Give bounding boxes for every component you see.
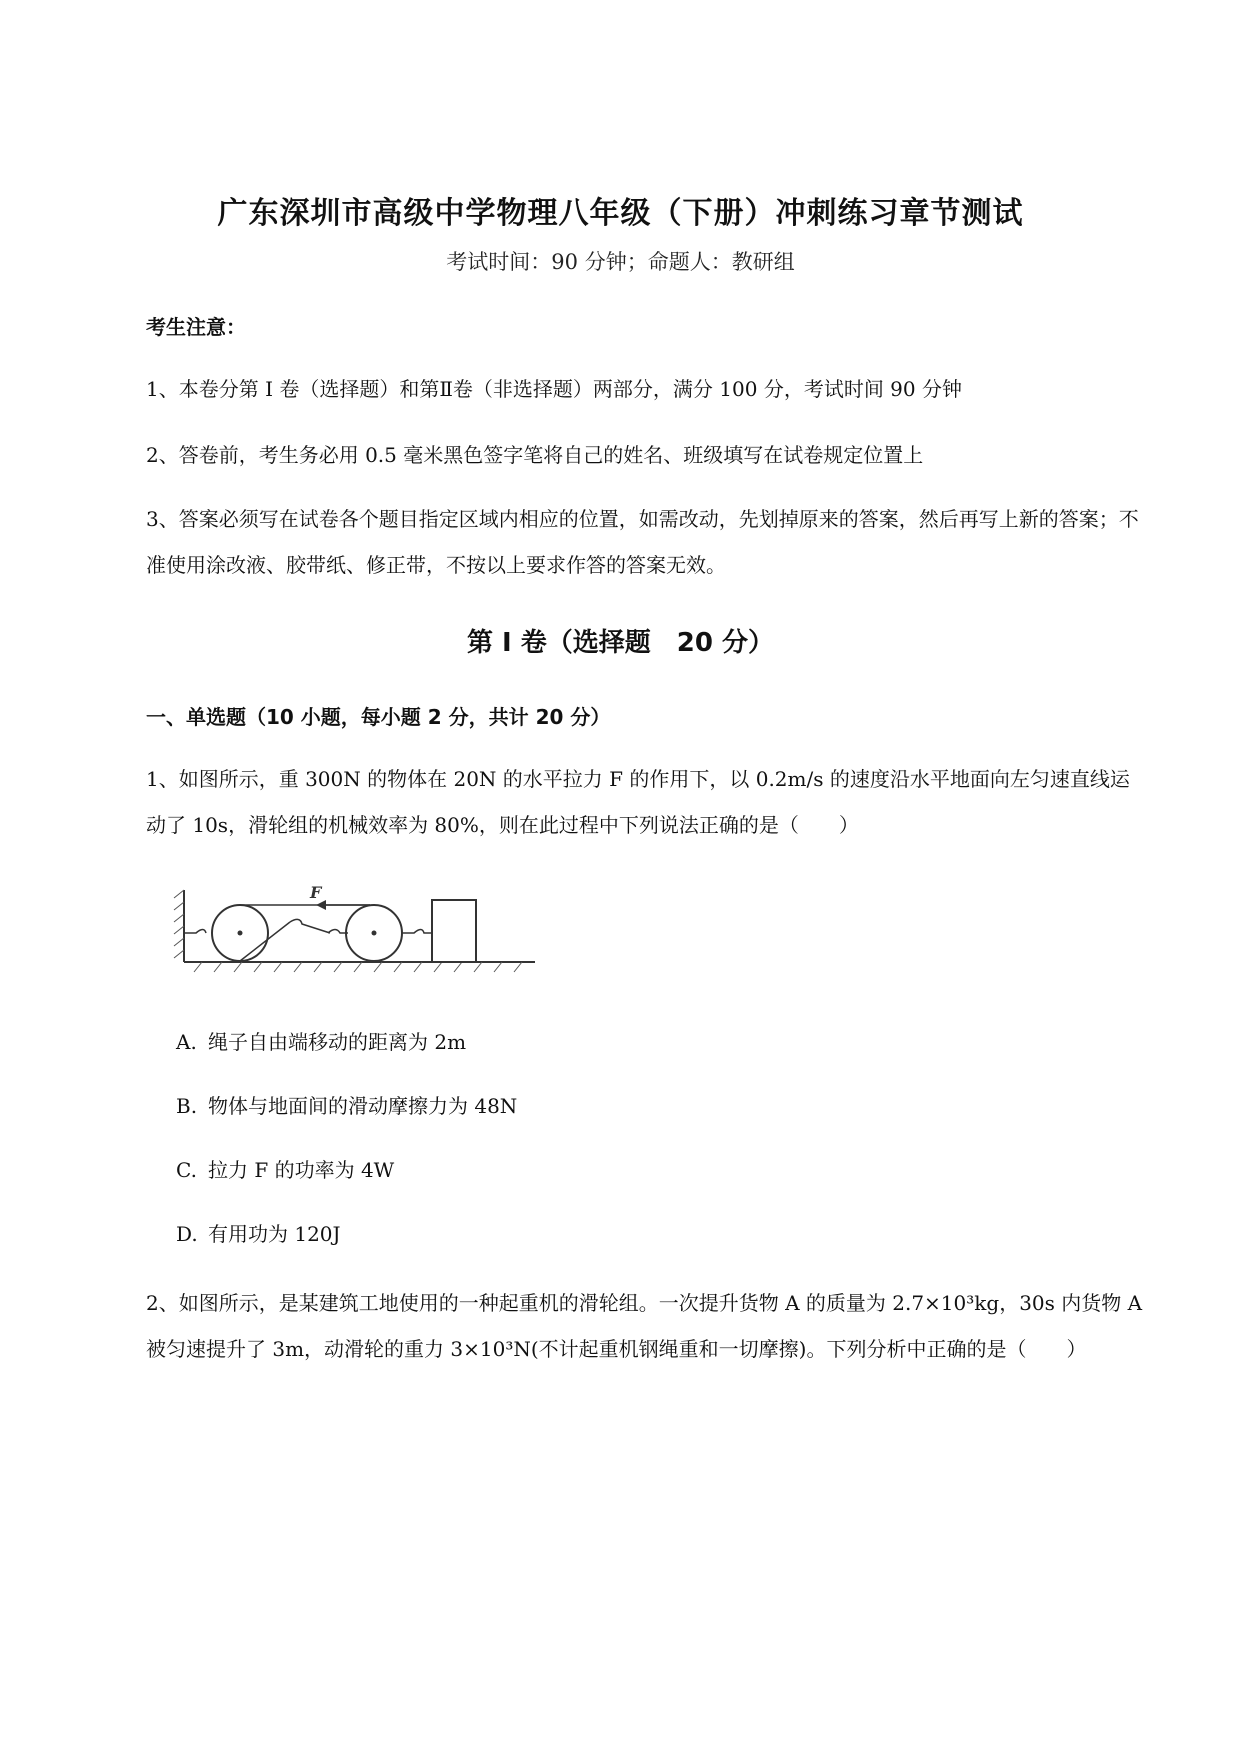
option-a-label: A. [176,1030,197,1054]
option-b [176,1088,517,1124]
notice-heading: 考生注意： [146,315,246,339]
force-label: F [310,883,322,902]
question-1-text: 1、如图所示，重 300N 的物体在 20N 的水平拉力 F 的作用下，以 0.2m/s 的速度沿水平地面向左匀速直线运动了 10s，滑轮组的机械效率为 80%，则在此过程中下列说法正确的是（ ） [146,767,1130,837]
notice-item-2: 2、答卷前，考生务必用 0.5 毫米黑色签字笔将自己的姓名、班级填写在试卷规定位置上 [146,443,924,467]
part-title: 一、单选题（10 小题，每小题 2 分，共计 20 分） [146,705,611,729]
option-c-label: C. [176,1158,197,1182]
section-title: 第 I 卷（选择题 20 分） [466,628,774,658]
notice-item-3: 3、答案必须写在试卷各个题目指定区域内相应的位置，如需改动，先划掉原来的答案，然后再写上新的答案；不准使用涂改液、胶带纸、修正带，不按以上要求作答的答案无效。 [146,507,1139,577]
option-b-label: B. [176,1094,198,1118]
option-d [176,1216,341,1252]
option-a-text: 绳子自由端移动的距离为 2m [208,1030,467,1054]
option-a [176,1024,466,1060]
option-c [176,1152,394,1188]
option-b-text: 物体与地面间的滑动摩擦力为 48N [208,1094,518,1118]
option-d-label: D. [176,1222,198,1246]
option-d-text: 有用功为 120J [208,1222,341,1246]
pulley-diagram [170,870,540,980]
exam-info: 考试时间：90 分钟；命题人：教研组 [446,250,795,274]
page-title: 广东深圳市高级中学物理八年级（下册）冲刺练习章节测试 [217,196,1024,231]
notice-item-1: 1、本卷分第 I 卷（选择题）和第Ⅱ卷（非选择题）两部分，满分 100 分，考试时间 90 分钟 [146,377,962,401]
question-2-text: 2、如图所示，是某建筑工地使用的一种起重机的滑轮组。一次提升货物 A 的质量为 2.7×10³kg，30s 内货物 A 被匀速提升了 3m，动滑轮的重力 3×10³N(不计起重机钢绳重和一切摩擦)。下列分析中正确的是（ ） [146,1291,1143,1361]
option-c-text: 拉力 F 的功率为 4W [208,1158,395,1182]
